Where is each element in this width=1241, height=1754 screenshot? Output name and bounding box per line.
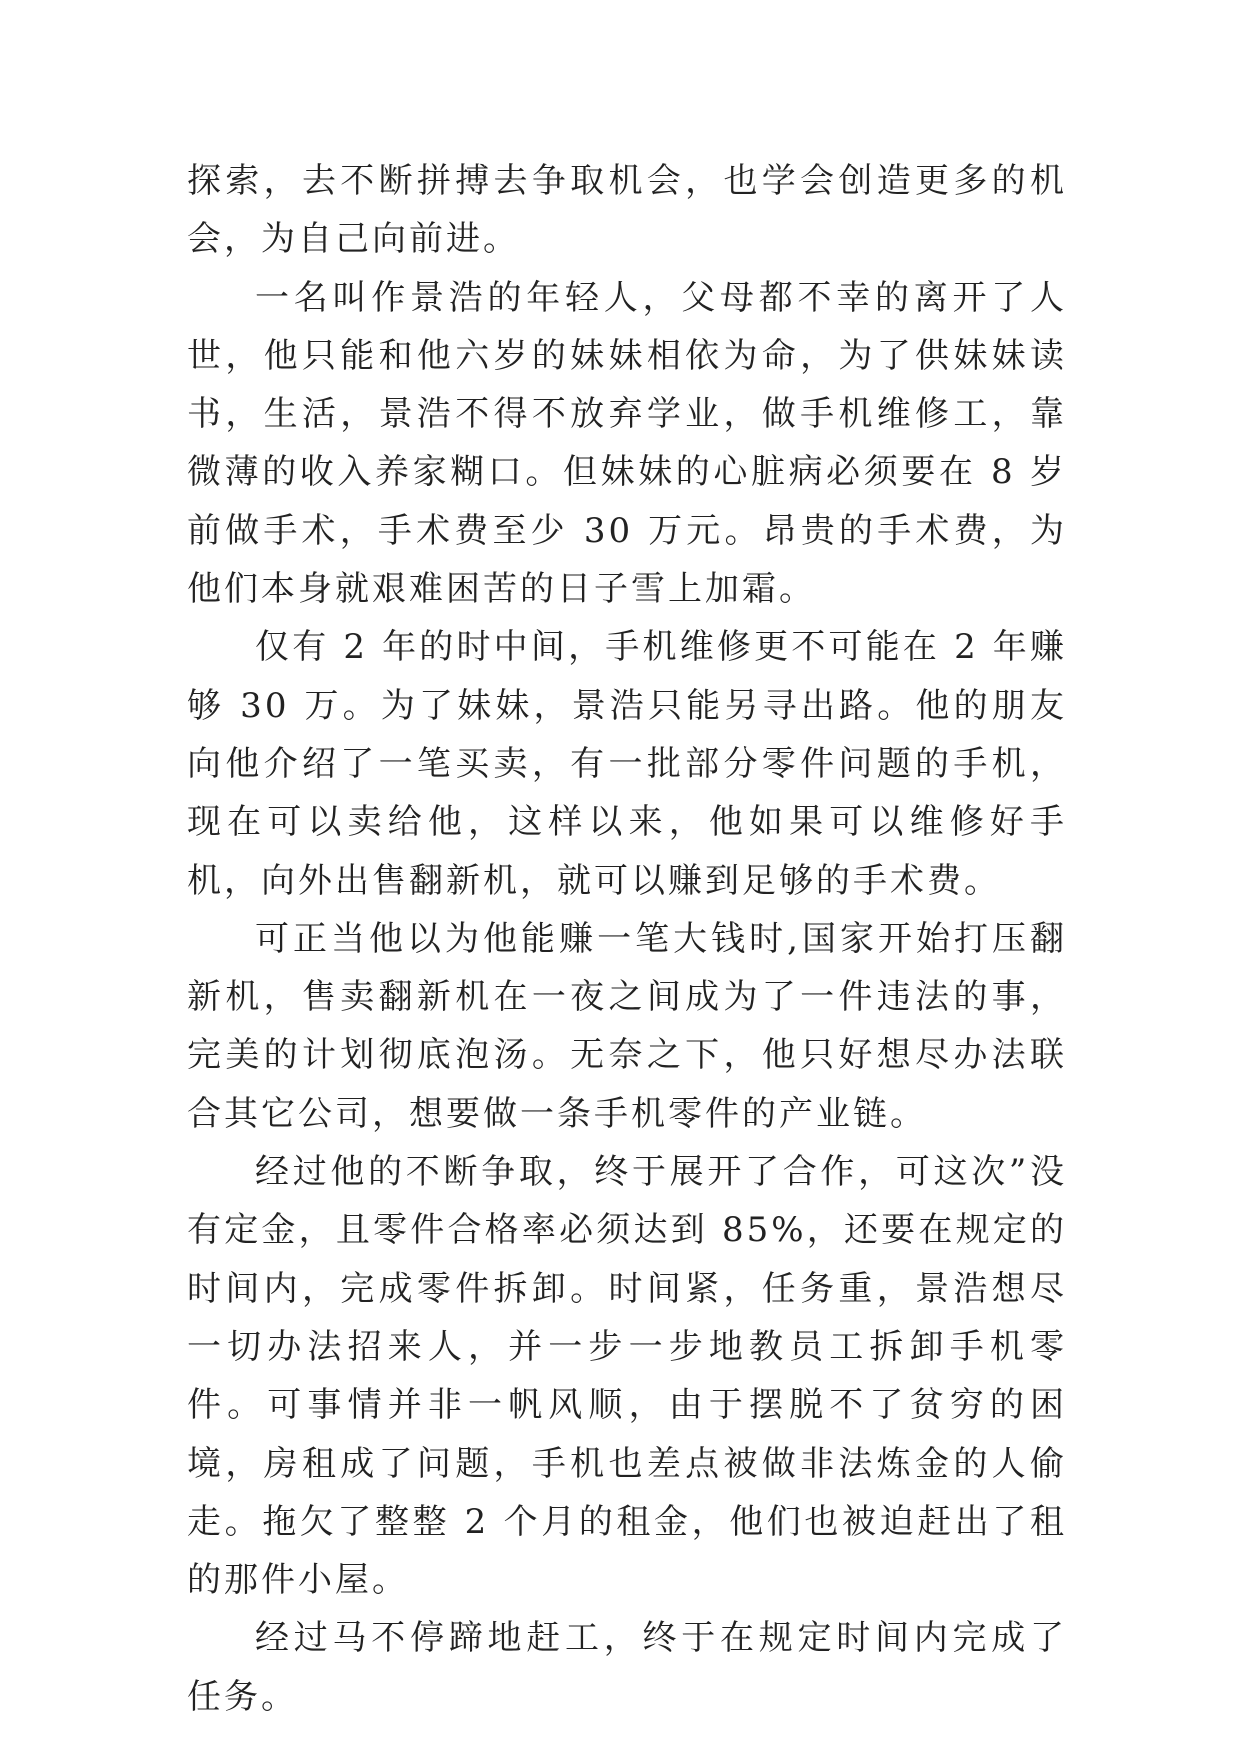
- paragraph: 经过他的不断争取，终于展开了合作，可这次”没有定金，且零件合格率必须达到 85%，还要在规定的时间内，完成零件拆卸。时间紧，任务重，景浩想尽一切办法招来人，并一步一步地教员工拆卸手机零件。可事情并非一帆风顺，由于摆脱不了贫穷的困境，房租成了问题，手机也差点被做非法炼金的人偷走。拖欠了整整 2 个月的租金，他们也被迫赶出了租的那件小屋。: [187, 1152, 1067, 1601]
- paragraph: 可正当他以为他能赚一笔大钱时,国家开始打压翻新机，售卖翻新机在一夜之间成为了一件违法的事，完美的计划彻底泡汤。无奈之下，他只好想尽办法联合其它公司，想要做一条手机零件的产业链。: [187, 918, 1067, 1134]
- paragraph: 探索，去不断拼搏去争取机会，也学会创造更多的机会，为自己向前进。: [187, 161, 1067, 260]
- paragraph: 仅有 2 年的时中间，手机维修更不可能在 2 年赚够 30 万。为了妹妹，景浩只能另寻出路。他的朋友向他介绍了一笔买卖，有一批部分零件问题的手机，现在可以卖给他，这样以来，他如果可以维修好手机，向外出售翻新机，就可以赚到足够的手术费。: [187, 627, 1067, 901]
- document-body: [187, 152, 1067, 1726]
- paragraph: 一名叫作景浩的年轻人，父母都不幸的离开了人世，他只能和他六岁的妹妹相依为命，为了供妹妹读书，生活，景浩不得不放弃学业，做手机维修工，靠微薄的收入养家糊口。但妹妹的心脏病必须要在 8 岁前做手术，手术费至少 30 万元。昂贵的手术费，为他们本身就艰难困苦的日子雪上加霜。: [187, 277, 1067, 610]
- paragraph: 经过马不停蹄地赶工，终于在规定时间内完成了任务。: [187, 1618, 1067, 1717]
